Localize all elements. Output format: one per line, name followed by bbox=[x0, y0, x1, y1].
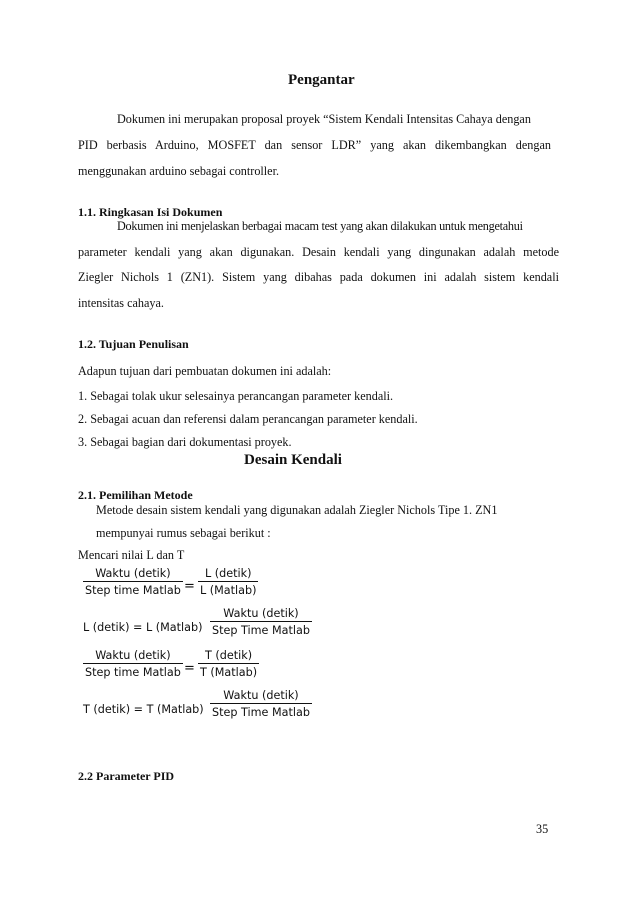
list-item: 1. Sebagai tolak ukur selesainya perancangan parameter kendali. bbox=[78, 389, 394, 403]
section-2-1-heading: 2.1. Pemilihan Metode bbox=[78, 488, 193, 502]
formula-2-fraction bbox=[210, 607, 312, 637]
fraction-denominator: Step time Matlab bbox=[85, 666, 181, 679]
section-1-1-line-3: Ziegler Nichols 1 (ZN1). Sistem yang dibahas pada dokumen ini adalah sistem kendali bbox=[78, 270, 559, 284]
section-2-1-line-2: mempunyai rumus sebagai berikut : bbox=[96, 526, 271, 540]
fraction-denominator: Step Time Matlab bbox=[212, 706, 310, 719]
formula-3-right-fraction bbox=[198, 649, 259, 679]
fraction-numerator: Waktu (detik) bbox=[83, 567, 183, 582]
section-2-2-heading: 2.2 Parameter PID bbox=[78, 769, 175, 783]
formula-3-left-fraction bbox=[83, 649, 183, 679]
section-1-1-heading: 1.1. Ringkasan Isi Dokumen bbox=[78, 205, 223, 219]
fraction-denominator: L (Matlab) bbox=[200, 584, 257, 597]
section-1-1-line-1: Dokumen ini menjelaskan berbagai macam test yang akan dilakukan untuk mengetahui bbox=[117, 219, 523, 233]
desain-title: Desain Kendali bbox=[244, 452, 342, 468]
section-1-2-intro: Adapun tujuan dari pembuatan dokumen ini adalah: bbox=[78, 364, 332, 378]
fraction-numerator: Waktu (detik) bbox=[210, 607, 312, 622]
fraction-numerator: Waktu (detik) bbox=[210, 689, 312, 704]
formula-3-equals: = bbox=[184, 661, 195, 676]
section-1-1-line-4: intensitas cahaya. bbox=[78, 296, 164, 310]
section-2-1-line-1: Metode desain sistem kendali yang digunakan adalah Ziegler Nichols Tipe 1. ZN1 bbox=[96, 503, 498, 517]
section-1-1-line-2: parameter kendali yang akan digunakan. Desain kendali yang dingunakan adalah metode bbox=[78, 245, 559, 259]
pengantar-line-1: Dokumen ini merupakan proposal proyek “Sistem Kendali Intensitas Cahaya dengan bbox=[117, 112, 531, 126]
list-item: 2. Sebagai acuan dan referensi dalam perancangan parameter kendali. bbox=[78, 412, 418, 426]
section-2-1-line-3: Mencari nilai L dan T bbox=[78, 548, 185, 562]
formula-4-fraction bbox=[210, 689, 312, 719]
pengantar-line-3: menggunakan arduino sebagai controller. bbox=[78, 164, 280, 178]
fraction-denominator: Step time Matlab bbox=[85, 584, 181, 597]
list-item: 3. Sebagai bagian dari dokumentasi proyek. bbox=[78, 435, 292, 449]
fraction-numerator: T (detik) bbox=[198, 649, 259, 664]
formula-1-equals: = bbox=[184, 579, 195, 594]
formula-1-left-fraction bbox=[83, 567, 183, 597]
pengantar-line-2: PID berbasis Arduino, MOSFET dan sensor LDR” yang akan dikembangkan dengan bbox=[78, 138, 551, 152]
formula-4-lhs: T (detik) = T (Matlab) bbox=[83, 703, 204, 716]
section-1-2-heading: 1.2. Tujuan Penulisan bbox=[78, 337, 189, 351]
fraction-denominator: Step Time Matlab bbox=[212, 624, 310, 637]
formula-1-right-fraction bbox=[198, 567, 258, 597]
fraction-denominator: T (Matlab) bbox=[200, 666, 258, 679]
pengantar-title: Pengantar bbox=[288, 72, 355, 88]
fraction-numerator: Waktu (detik) bbox=[83, 649, 183, 664]
page-number: 35 bbox=[536, 822, 549, 836]
formula-2-lhs: L (detik) = L (Matlab) bbox=[83, 621, 203, 634]
fraction-numerator: L (detik) bbox=[198, 567, 258, 582]
